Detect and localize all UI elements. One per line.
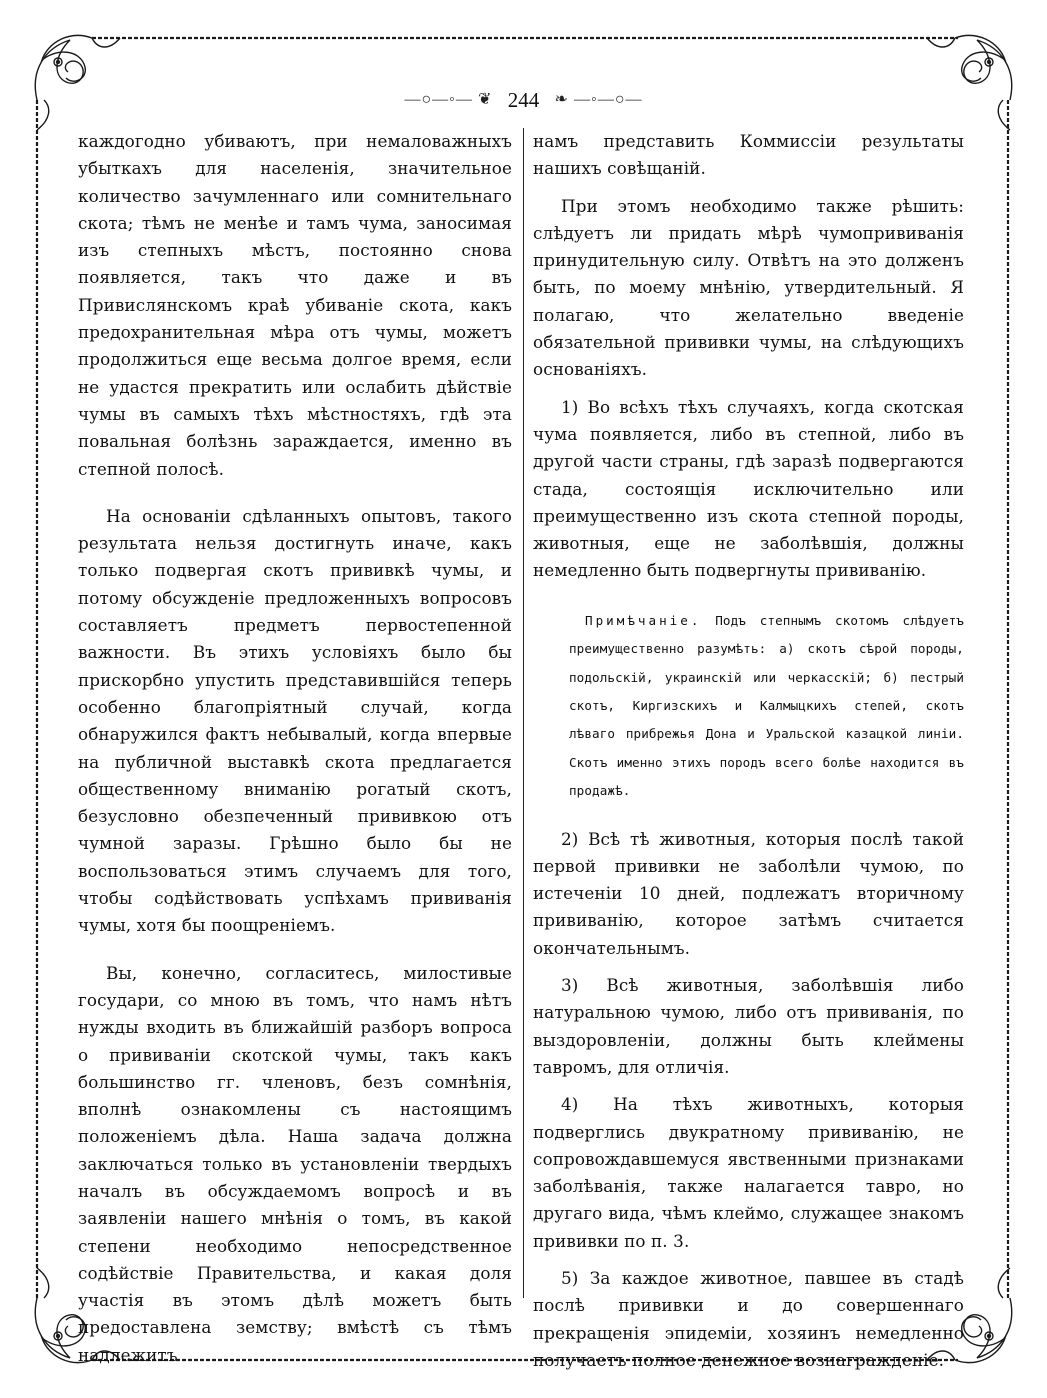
- left-paragraph-1: каждогодно убиваютъ, при немаловажныхъ убыткахъ для населенія, значительное количество зачумленнаго или сомнительнаго скота; тѣмъ не менѣе и тамъ чума, заносимая изъ степныхъ мѣстъ, постоянно снова появляется, такъ что даже и въ Привислянскомъ краѣ убиваніе скота, какъ предохранительная мѣра отъ чумы, можетъ продолжиться еще весьма долгое время, если не удастся прекратить или ослабить дѣйствіе чумы въ самыхъ тѣхъ мѣстностяхъ, гдѣ эта повальная болѣзнь зараждается, именно въ степной полосѣ.: [78, 131, 512, 479]
- right-paragraph-3: 1) Во всѣхъ тѣхъ случаяхъ, когда скотская чума появляется, либо въ степной, либо въ другой части страны, гдѣ заразѣ подвергаются стада, состоящія исключительно или преимущественно изъ скота степной породы, животныя, еще не заболѣвшія, должны немедленно быть подвергнуты прививанію.: [533, 396, 964, 581]
- right-paragraph-6: 4) На тѣхъ животныхъ, которыя подверглись двукратному прививанію, не сопровождавшемуся явственными признаками заболѣванія, также налагается тавро, но другаго вида, чѣмъ клеймо, служащее знакомъ прививки по п. 3.: [533, 1094, 964, 1251]
- header-ornament-left: —○—◦—: [404, 91, 473, 109]
- column-divider: [523, 128, 524, 1298]
- right-paragraph-2: При этомъ необходимо также рѣшить: слѣдуетъ ли придать мѣрѣ чумопрививанія принудительную силу. Отвѣтъ на это долженъ быть, по моему мнѣнію, утвердительный. Я полагаю, что желательно введеніе обязательной прививки чумы, на слѣдующихъ основаніяхъ.: [533, 195, 964, 380]
- page-header: [0, 84, 1047, 114]
- right-column: [533, 128, 964, 1374]
- header-ornament-right: —◦—○—: [574, 91, 643, 109]
- footnote-remark: [569, 607, 964, 806]
- right-paragraph-5: 3) Всѣ животныя, заболѣвшія либо натуральною чумою, либо отъ прививанія, по выздоровленіи, должны быть клеймены тавромъ, для отличія.: [533, 975, 964, 1077]
- left-paragraph-3: Вы, конечно, согласитесь, милостивые государи, со мною въ томъ, что намъ нѣтъ нужды входить въ ближайшій разборъ вопроса о прививаніи скотской чумы, такъ какъ большинство гг. членовъ, безъ сомнѣнія, вполнѣ ознакомлены съ настоящимъ положеніемъ дѣла. Наша задача должна заключаться только въ установленіи твердыхъ началъ въ обсуждаемомъ вопросѣ и въ заявленіи нашего мнѣнія о томъ, въ какой степени необходимо непосредственное содѣйствіе Правительства, и какая доля участія въ этомъ дѣлѣ можетъ быть предоставлена земству; вмѣстѣ съ тѣмъ надлежитъ: [78, 962, 512, 1365]
- left-column: [78, 128, 512, 1369]
- note-label: Примѣчаніе.: [585, 612, 702, 628]
- scroll-ornament-icon: ❧: [554, 91, 569, 109]
- page-number: 244: [507, 88, 540, 113]
- right-paragraph-7: 5) За каждое животное, павшее въ стадѣ послѣ прививки и до совершеннаго прекращенія эпидеміи, хозяинъ немедленно получаетъ полное денежное вознагражденіе.: [533, 1268, 964, 1370]
- note-text: Подъ степнымъ скотомъ слѣдуетъ преимущественно разумѣть: а) скотъ сѣрой породы, подольскій, украинскій или черкасскій; б) пестрый скотъ, Киргизскихъ и Калмыцкихъ степей, скотъ лѣваго прибрежья Дона и Уральской казацкой линіи. Скотъ именно этихъ породъ всего болѣе находится въ продажѣ.: [569, 612, 964, 799]
- corner-ornament-top-left: [35, 35, 120, 130]
- right-paragraph-1: намъ представить Коммиссіи результаты нашихъ совѣщаній.: [533, 131, 964, 179]
- scroll-ornament-icon: ❦: [478, 91, 493, 109]
- corner-ornament-top-right: [927, 35, 1012, 130]
- left-paragraph-2: На основаніи сдѣланныхъ опытовъ, такого результата нельзя достигнуть иначе, какъ только подвергая скотъ прививкѣ чумы, и потому обсужденіе предложенныхъ вопросовъ составляетъ предметъ первостепенной важности. Въ этихъ условіяхъ было бы прискорбно упустить представившійся теперь особенно благопріятный случай, когда обнаружился фактъ небывалый, когда впервые на публичной выставкѣ скота предлагается общественному вниманію рогатый скотъ, безусловно обезпеченный прививкою отъ чумной заразы. Грѣшно было бы не воспользоваться этимъ случаемъ для того, чтобы содѣйствовать успѣхамъ прививанія чумы, хотя бы поощреніемъ.: [78, 505, 512, 936]
- right-paragraph-4: 2) Всѣ тѣ животныя, которыя послѣ такой первой прививки не заболѣли чумою, по истеченіи 10 дней, подлежатъ вторичному прививанію, которое затѣмъ считается окончательнымъ.: [533, 828, 964, 958]
